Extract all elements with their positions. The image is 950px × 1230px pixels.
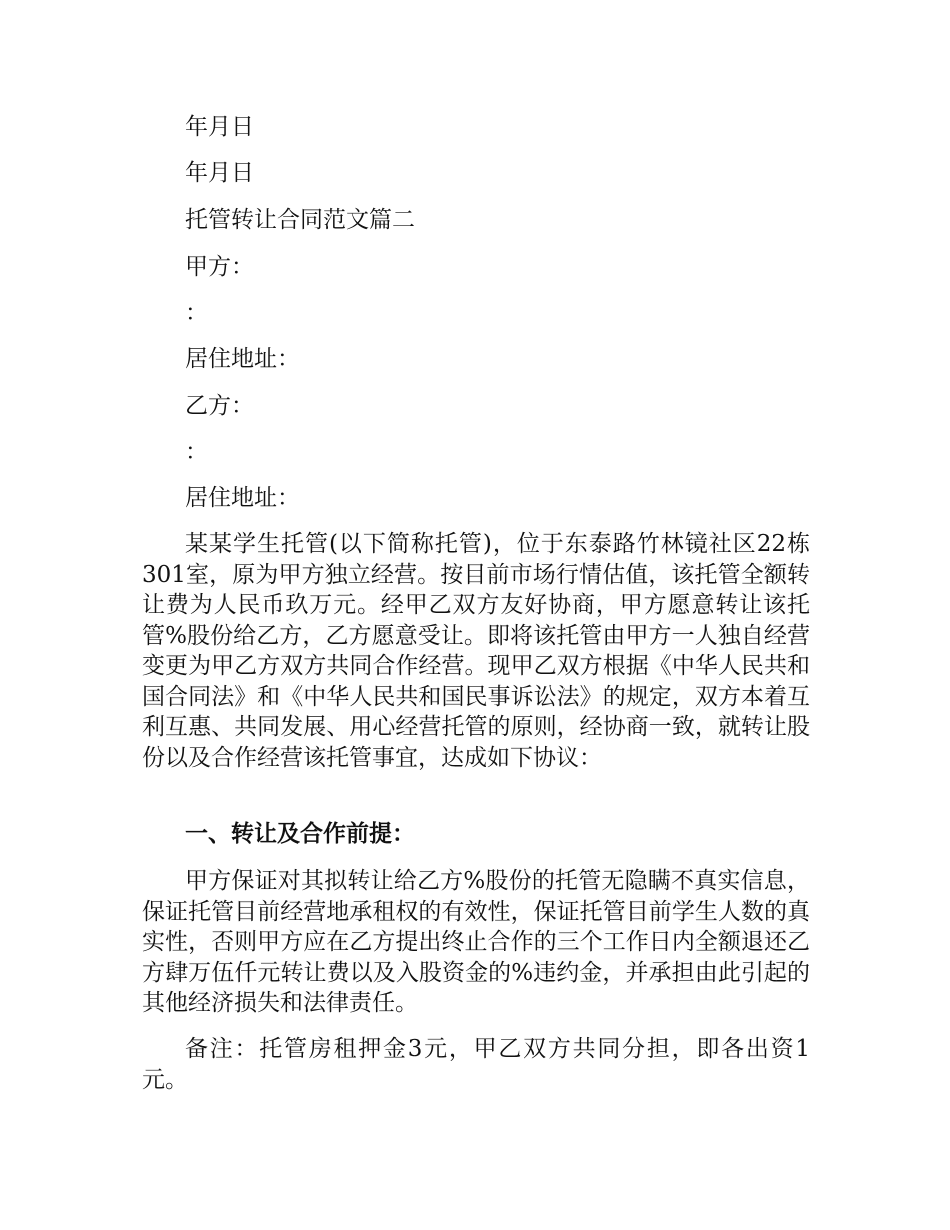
date-line-1: 年月日 xyxy=(185,114,254,140)
section-1-paragraph: 甲方保证对其拟转让给乙方%股份的托管无隐瞒不真实信息，保证托管目前经营地承租权的有效性，保证托管目前学生人数的真实性，否则甲方应在乙方提出终止合作的三个工作日内全额退还乙方肆万伍仟元转让费以及入股资金的%违约金，并承担由此引起的其他经济损失和法律责任。 xyxy=(142,868,810,1016)
section-1-heading: 一、转让及合作前提： xyxy=(185,820,415,847)
date-line-2: 年月日 xyxy=(185,160,254,186)
party-a-address-label: 居住地址： xyxy=(185,346,300,372)
party-b-label: 乙方： xyxy=(185,393,254,419)
party-b-colon-line: ： xyxy=(185,439,208,465)
document-title: 托管转让合同范文篇二 xyxy=(185,207,415,233)
party-a-colon-line: ： xyxy=(185,300,208,326)
party-a-label: 甲方： xyxy=(185,254,254,280)
party-b-address-label: 居住地址： xyxy=(185,485,300,511)
note-paragraph: 备注：托管房租押金3元，甲乙双方共同分担，即各出资1元。 xyxy=(142,1036,810,1093)
intro-paragraph: 某某学生托管(以下简称托管)，位于东泰路竹林镜社区22栋301室，原为甲方独立经营。按目前市场行情估值，该托管全额转让费为人民币玖万元。经甲乙双方友好协商，甲方愿意转让该托管%股份给乙方，乙方愿意受让。即将该托管由甲方一人独自经营变更为甲乙方双方共同合作经营。现甲乙双方根据《中华人民共和国合同法》和《中华人民共和国民事诉讼法》的规定，双方本着互利互惠、共同发展、用心经营托管的原则，经协商一致，就转让股份以及合作经营该托管事宜，达成如下协议： xyxy=(142,531,810,771)
